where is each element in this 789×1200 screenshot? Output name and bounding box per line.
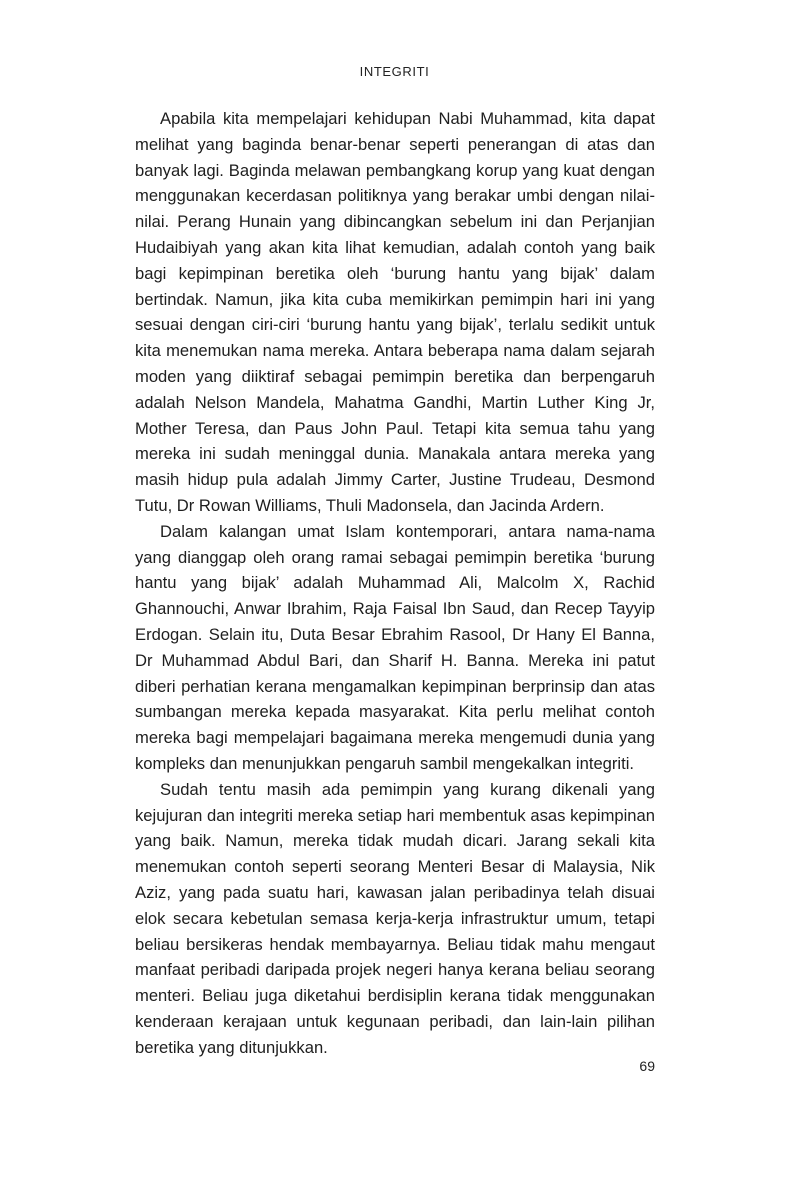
running-header: INTEGRITI: [359, 64, 430, 79]
paragraph: Dalam kalangan umat Islam kontemporari, antara nama-nama yang dianggap oleh orang ramai sebagai pemimpin beretika ‘burung hantu yang bijak’ adalah Muhammad Ali, Malcolm X, Rachid Ghannouchi, Anwar Ibrahim, Raja Faisal Ibn Saud, dan Recep Tayyip Erdogan. Selain itu, Duta Besar Ebrahim Rasool, Dr Hany El Banna, Dr Muhammad Abdul Bari, dan Sharif H. Banna. Mereka ini patut diberi perhatian kerana mengamalkan kepimpinan berprinsip dan atas sumbangan mereka kepada masyarakat. Kita perlu melihat contoh mereka bagi mempelajari bagaimana mereka mengemudi dunia yang kompleks dan menunjukkan pengaruh sambil mengekalkan integriti.: [135, 521, 655, 773]
paragraph: Sudah tentu masih ada pemimpin yang kurang dikenali yang kejujuran dan integriti mereka setiap hari membentuk asas kepimpinan yang baik. Namun, mereka tidak mudah dicari. Jarang sekali kita menemukan contoh seperti seorang Menteri Besar di Malaysia, Nik Aziz, yang pada suatu hari, kawasan jalan peribadinya telah disuai elok secara kebetulan semasa kerja-kerja infrastruktur umum, tetapi beliau bersikeras hendak membayarnya. Beliau tidak mahu mengaut manfaat peribadi daripada projek negeri hanya kerana beliau seorang menteri. Beliau juga diketahui berdisiplin kerana tidak menggunakan kenderaan kerajaan untuk kegunaan peribadi, dan lain-lain pilihan beretika yang ditunjukkan.: [135, 779, 655, 1057]
page-number: 69: [639, 1058, 655, 1074]
body-text: [135, 106, 655, 1060]
paragraph: Apabila kita mempelajari kehidupan Nabi Muhammad, kita dapat melihat yang baginda benar-benar seperti penerangan di atas dan banyak lagi. Baginda melawan pembangkang korup yang kuat dengan menggunakan kecerdasan politiknya yang berakar umbi dengan nilai-nilai. Perang Hunain yang dibincangkan sebelum ini dan Perjanjian Hudaibiyah yang akan kita lihat kemudian, adalah contoh yang baik bagi kepimpinan beretika oleh ‘burung hantu yang bijak’ dalam bertindak. Namun, jika kita cuba memikirkan pemimpin hari ini yang sesuai dengan ciri-ciri ‘burung hantu yang bijak’, terlalu sedikit untuk kita menemukan nama mereka. Antara beberapa nama dalam sejarah moden yang diiktiraf sebagai pemimpin beretika dan berpengaruh adalah Nelson Mandela, Mahatma Gandhi, Martin Luther King Jr, Mother Teresa, dan Paus John Paul. Tetapi kita semua tahu yang mereka ini sudah meninggal dunia. Manakala antara mereka yang masih hidup pula adalah Jimmy Carter, Justine Trudeau, Desmond Tutu, Dr Rowan Williams, Thuli Madonsela, dan Jacinda Ardern.: [135, 109, 655, 515]
